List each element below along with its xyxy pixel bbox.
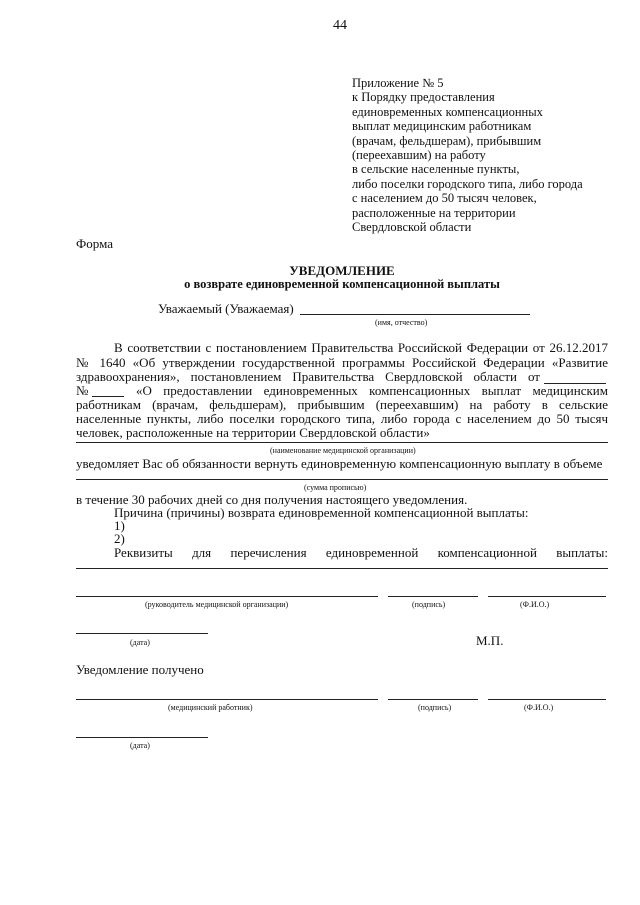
head-fio-caption: (Ф.И.О.)	[520, 600, 550, 609]
appendix-line: единовременных компенсационных	[352, 104, 543, 119]
body-line: здравоохранения», постановлением Правительства Свердловской области от	[76, 369, 540, 384]
appendix-line: расположенные на территории	[352, 205, 516, 220]
requisites-field-line	[76, 568, 608, 569]
org-field-line	[76, 442, 608, 443]
reason-item: 1)	[114, 518, 125, 533]
head-signature-role-line	[76, 596, 378, 597]
number-sign: №	[76, 383, 89, 398]
body-line: № 1640 «Об утверждении государственной программы Российской Федерации «Развитие	[76, 355, 608, 370]
reason-text: Причина (причины) возврата единовременной компенсационной выплаты:	[114, 505, 529, 520]
head-signature-line	[388, 596, 478, 597]
requisites-word: Реквизиты	[114, 545, 173, 560]
notify-text: уведомляет Вас об обязанности вернуть единовременную компенсационную выплату в объеме	[76, 456, 603, 471]
requisites-line	[114, 545, 608, 560]
form-label: Форма	[76, 236, 113, 251]
requisites-word: для	[192, 545, 212, 560]
appendix-line: Свердловской области	[352, 220, 472, 235]
appendix-line: (врачам, фельдшерам), прибывшим	[352, 133, 542, 148]
worker-fio-line	[488, 699, 606, 700]
worker-role-line	[76, 699, 378, 700]
requisites-word: перечисления	[230, 545, 307, 560]
name-field-line	[300, 314, 530, 315]
requisites-word: единовременной	[325, 545, 419, 560]
appendix-block	[352, 76, 583, 234]
appendix-line: выплат медицинским работникам	[352, 119, 532, 134]
document-title: УВЕДОМЛЕНИЕ	[289, 263, 395, 278]
name-caption: (имя, отчество)	[375, 318, 428, 327]
deadline-text: в течение 30 рабочих дней со дня получения настоящего уведомления.	[76, 492, 468, 507]
appendix-line: к Порядку предоставления	[352, 90, 495, 105]
received-text: Уведомление получено	[76, 662, 204, 677]
reason-item: 2)	[114, 531, 125, 546]
head-date-caption: (дата)	[130, 638, 150, 647]
worker-signature-line	[388, 699, 478, 700]
requisites-word: выплаты:	[556, 545, 608, 560]
body-line: «О предоставлении единовременных компенсационных выплат медицинским	[136, 383, 608, 398]
appendix-line: в сельские населенные пункты,	[352, 162, 520, 177]
document-subtitle: о возврате единовременной компенсационной выплаты	[184, 277, 500, 291]
sum-field-line	[76, 479, 608, 480]
head-fio-line	[488, 596, 606, 597]
body-line: населенные пункты, либо поселки городского типа, либо города с населением до 50 тысяч	[76, 411, 608, 426]
head-role-caption: (руководитель медицинской организации)	[145, 600, 289, 609]
appendix-line: Приложение № 5	[352, 76, 444, 90]
head-date-line	[76, 633, 208, 634]
worker-date-line	[76, 737, 208, 738]
appendix-line: (переехавшим) на работу	[352, 148, 486, 163]
worker-date-caption: (дата)	[130, 741, 150, 750]
worker-role-caption: (медицинский работник)	[168, 703, 253, 712]
greeting: Уважаемый (Уважаемая)	[158, 301, 294, 316]
org-caption: (наименование медицинской организации)	[270, 446, 416, 455]
stamp-place: М.П.	[476, 633, 504, 648]
page-number: 44	[333, 18, 347, 33]
requisites-word: компенсационной	[437, 545, 537, 560]
body-line: В соответствии с постановлением Правительства Российской Федерации от 26.12.2017	[114, 340, 608, 355]
appendix-line: с населением до 50 тысяч человек,	[352, 191, 537, 206]
worker-signature-caption: (подпись)	[418, 703, 452, 712]
body-line: человек, расположенные на территории Свердловской области»	[76, 425, 430, 440]
head-signature-caption: (подпись)	[412, 600, 446, 609]
sum-caption: (сумма прописью)	[304, 483, 367, 492]
worker-fio-caption: (Ф.И.О.)	[524, 703, 554, 712]
appendix-line: либо поселки городского типа, либо города	[352, 176, 583, 191]
body-line: работникам (врачам, фельдшерам), прибывшим (переехавшим) на работу в сельские	[76, 397, 608, 412]
